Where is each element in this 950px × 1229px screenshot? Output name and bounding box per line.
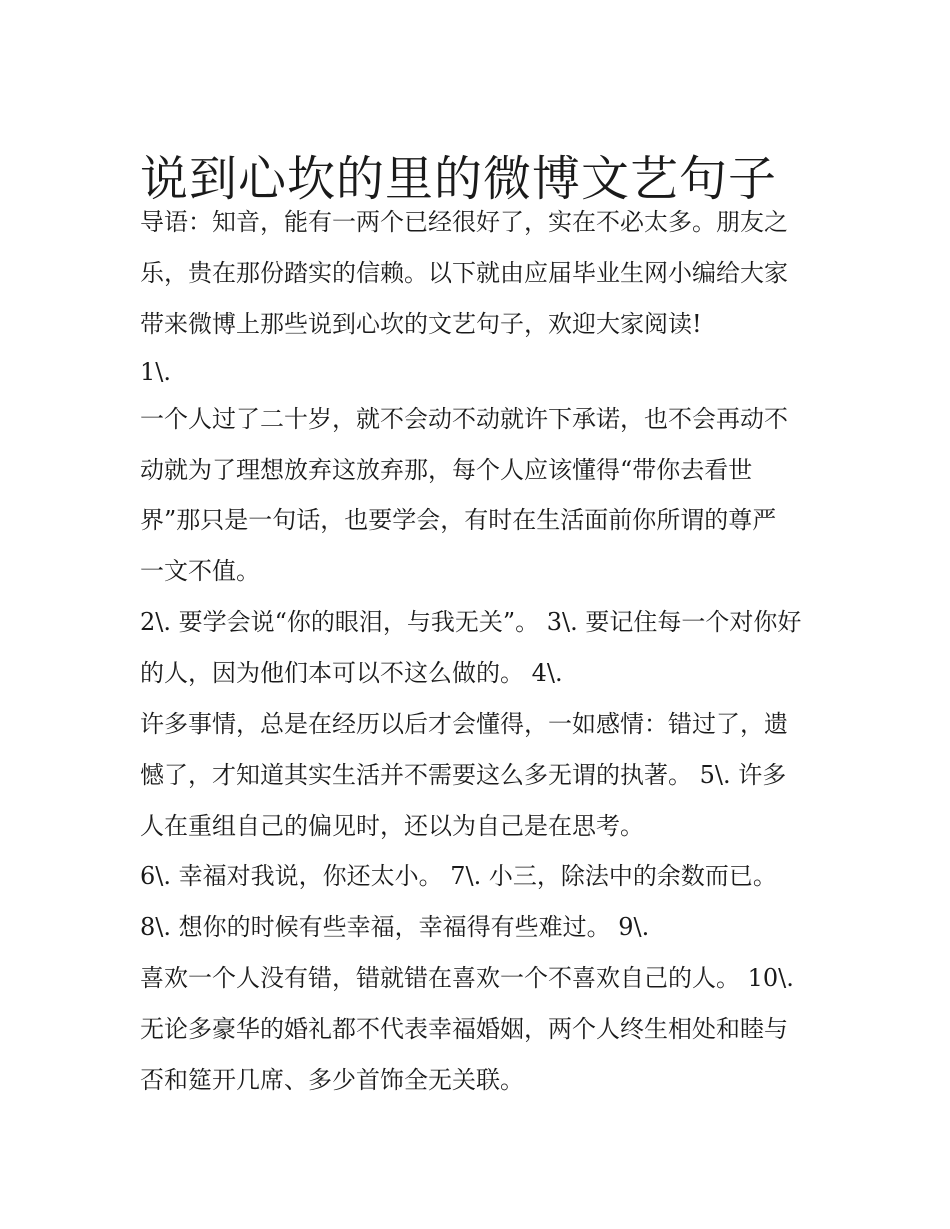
paragraph-line: 界”那只是一句话，也要学会，有时在生活面前你所谓的尊严 (140, 506, 777, 534)
list-number: 1\. (140, 358, 171, 386)
paragraph-line: 否和筵开几席、多少首饰全无关联。 (140, 1066, 524, 1094)
paragraph-line: 无论多豪华的婚礼都不代表幸福婚姻，两个人终生相处和睦与 (140, 1015, 788, 1043)
page-title: 说到心坎的里的微博文艺句子 (140, 151, 778, 208)
paragraph-line: 憾了，才知道其实生活并不需要这么多无谓的执著。 5\. 许多 (140, 761, 787, 789)
paragraph-line: 的人，因为他们本可以不这么做的。 4\. (140, 659, 563, 687)
paragraph-line: 带来微博上那些说到心坎的文艺句子，欢迎大家阅读! (140, 310, 702, 338)
paragraph-line: 8\. 想你的时候有些幸福，幸福得有些难过。 9\. (140, 913, 650, 941)
paragraph-line: 一个人过了二十岁，就不会动不动就许下承诺，也不会再动不 (140, 405, 788, 433)
paragraph-line: 许多事情，总是在经历以后才会懂得，一如感情：错过了，遗 (140, 710, 788, 738)
paragraph-line: 人在重组自己的偏见时，还以为自己是在思考。 (140, 812, 644, 840)
paragraph-line: 动就为了理想放弃这放弃那，每个人应该懂得“带你去看世 (140, 456, 753, 484)
paragraph-line: 乐，贵在那份踏实的信赖。以下就由应届毕业生网小编给大家 (140, 259, 788, 287)
paragraph-line: 喜欢一个人没有错，错就错在喜欢一个不喜欢自己的人。 10\. (140, 964, 794, 992)
paragraph-line: 2\. 要学会说“你的眼泪，与我无关”。 3\. 要记住每一个对你好 (140, 608, 802, 636)
paragraph-line: 一文不值。 (140, 557, 260, 585)
paragraph-line: 导语：知音，能有一两个已经很好了，实在不必太多。朋友之 (140, 208, 788, 236)
paragraph-line: 6\. 幸福对我说，你还太小。 7\. 小三，除法中的余数而已。 (140, 862, 777, 890)
